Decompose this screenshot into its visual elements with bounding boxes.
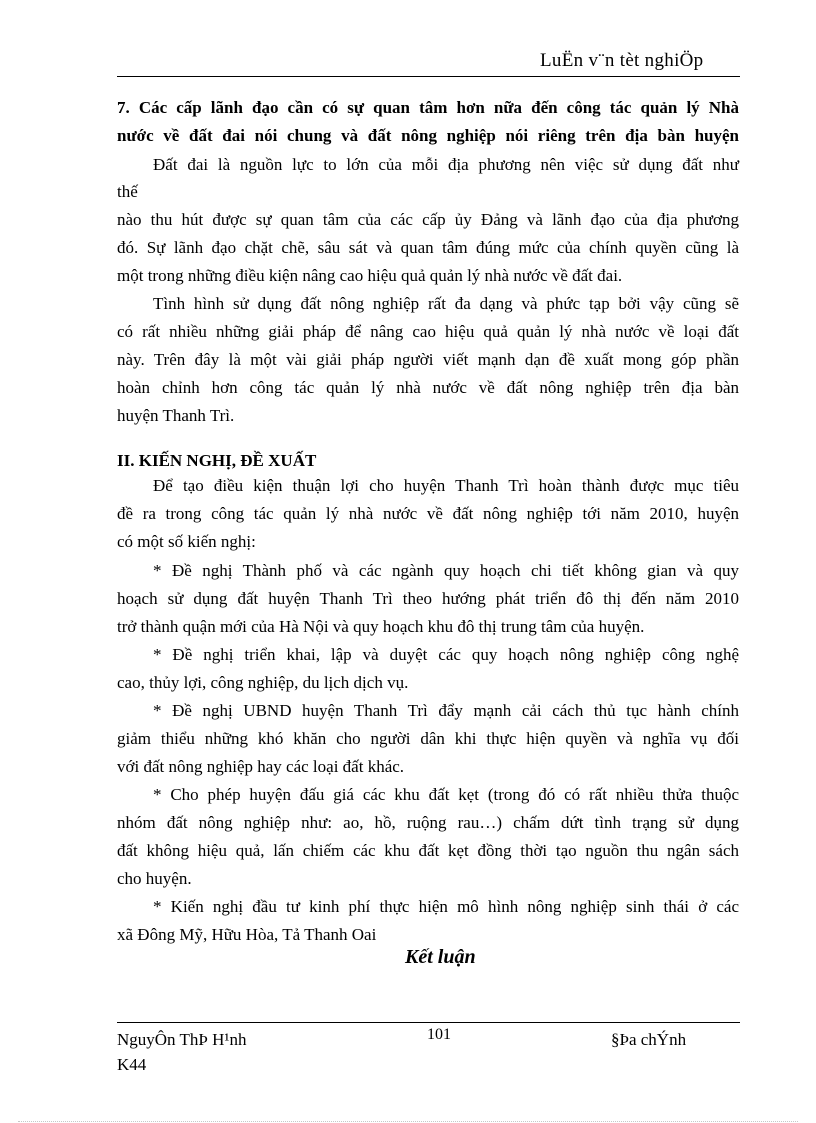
header-rule (117, 76, 740, 77)
running-title: LuËn v¨n tèt nghiÖp (540, 50, 704, 71)
paragraph-line: xã Đông Mỹ, Hữu Hòa, Tả Thanh Oai (117, 925, 377, 944)
paragraph-line: * Đề nghị triển khai, lập và duyệt các quy hoạch nông nghiệp công nghệ (153, 645, 739, 664)
paragraph-line: một trong những điều kiện nâng cao hiệu quả quản lý nhà nước về đất đai. (117, 266, 623, 285)
page-number: 101 (427, 1026, 451, 1043)
paragraph-line: đó. Sự lãnh đạo chặt chẽ, sâu sát và quan tâm đúng mức của chính quyền cũng là (117, 238, 739, 257)
paragraph-line: cao, thủy lợi, công nghiệp, du lịch dịch vụ. (117, 673, 409, 692)
paragraph-line: hoạch sử dụng đất huyện Thanh Trì theo hướng phát triển đô thị đến năm 2010 (117, 589, 739, 608)
paragraph-line: này. Trên đây là một vài giải pháp người viết mạnh dạn đề xuất mong góp phần (117, 350, 739, 369)
paragraph-line: trở thành quận mới của Hà Nội và quy hoạch khu đô thị trung tâm của huyện. (117, 617, 645, 636)
section-7-heading-line-1: 7. Các cấp lãnh đạo cần có sự quan tâm hơn nữa đến công tác quản lý Nhà (117, 98, 739, 117)
paragraph-line: thế (117, 182, 138, 201)
page-edge-divider (18, 1121, 798, 1122)
paragraph-line: Đất đai là nguồn lực to lớn của mỗi địa phương nên việc sử dụng đất như (153, 155, 739, 174)
paragraph-line: * Cho phép huyện đấu giá các khu đất kẹt (trong đó có rất nhiều thửa thuộc (153, 785, 739, 804)
paragraph-line: Tình hình sử dụng đất nông nghiệp rất đa dạng và phức tạp bởi vậy cũng sẽ (153, 294, 739, 313)
paragraph-line: đất không hiệu quả, lấn chiếm các khu đất kẹt đồng thời tạo nguồn thu ngân sách (117, 841, 739, 860)
footer-class: K44 (117, 1055, 147, 1074)
footer-rule (117, 1022, 740, 1023)
paragraph-line: với đất nông nghiệp hay các loại đất khác. (117, 757, 405, 776)
paragraph-line: huyện Thanh Trì. (117, 406, 235, 425)
paragraph-line: Để tạo điều kiện thuận lợi cho huyện Thanh Trì hoàn thành được mục tiêu (153, 476, 739, 495)
paragraph-line: giảm thiểu những khó khăn cho người dân khi thực hiện quyền và nghĩa vụ đối (117, 729, 739, 748)
conclusion-heading: Kết luận (405, 946, 476, 968)
paragraph-line: nhóm đất nông nghiệp như: ao, hồ, ruộng rau…) chấm dứt tình trạng sử dụng (117, 813, 739, 832)
paragraph-line: đề ra trong công tác quản lý nhà nước về đất nông nghiệp tới năm 2010, huyện (117, 504, 739, 523)
section-7-heading-line-2: nước về đất đai nói chung và đất nông nghiệp nói riêng trên địa bàn huyện (117, 126, 739, 145)
footer-department: §Þa chÝnh (611, 1030, 687, 1049)
paragraph-line: có một số kiến nghị: (117, 532, 256, 551)
footer-author: NguyÔn ThÞ H¹nh (117, 1030, 247, 1049)
paragraph-line: * Đề nghị Thành phố và các ngành quy hoạch chi tiết không gian và quy (153, 561, 739, 580)
paragraph-line: có rất nhiều những giải pháp để nâng cao hiệu quả quản lý nhà nước về loại đất (117, 322, 739, 341)
paragraph-line: * Kiến nghị đầu tư kinh phí thực hiện mô hình nông nghiệp sinh thái ở các (153, 897, 739, 916)
paragraph-line: cho huyện. (117, 869, 192, 888)
paragraph-line: * Đề nghị UBND huyện Thanh Trì đẩy mạnh cải cách thủ tục hành chính (153, 701, 739, 720)
paragraph-line: nào thu hút được sự quan tâm của các cấp ủy Đảng và lãnh đạo của địa phương (117, 210, 739, 229)
section-2-heading: II. KIẾN NGHỊ, ĐỀ XUẤT (117, 451, 317, 470)
paragraph-line: hoàn chỉnh hơn công tác quản lý nhà nước về đất nông nghiệp trên địa bàn (117, 378, 739, 397)
